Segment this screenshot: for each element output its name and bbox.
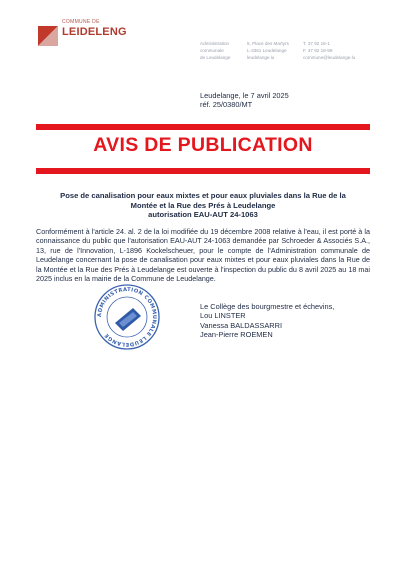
notice-body: Conformément à l'article 24. al. 2 de la loi modifiée du 19 décembre 2008 relative à l'eau, il est porté à la connaissance du public que l'autorisation EAU-AUT 24-1063 demandée par Schroeder & Associés S.A., 13, rue de l'Innovation, L-1896 Kockelscheuer, pour le compte de l'Administration communale de Leudelange concernant la pose de canalisation pour eaux mixtes et pour eaux pluviales dans la Rue de la Montée et la Rue des Prés à Leudelange est ouverte à l'inspection du public du 8 avril 2025 au 18 mai 2025 inclus en la mairie de la Commune de Leudelange. — [36, 227, 370, 284]
dateline — [200, 91, 289, 109]
logo-mark-icon — [38, 26, 58, 46]
signatory-name: Lou LINSTER — [200, 311, 246, 321]
logo-small-text: COMMUNE DE — [62, 19, 100, 25]
contact-column-address: 5, Place des Martyrs L-3361 Leudelange leudelange.lu — [247, 41, 289, 60]
title-bar-top — [36, 124, 370, 130]
commune-logo — [38, 18, 148, 46]
title-bar-bottom — [36, 168, 370, 174]
signatory-name: Vanessa BALDASSARRI — [200, 320, 283, 330]
signatories — [200, 302, 334, 339]
place-date: Leudelange, le 7 avril 2025 — [200, 91, 289, 100]
subject-line-2: Montée et la Rue des Prés à Leudelange — [130, 200, 276, 210]
notice-subject — [36, 191, 370, 220]
signatory-name: Jean-Pierre ROEMEN — [200, 329, 273, 339]
seal-text: ADMINISTRATION COMMUNALE LEUDELANGE — [96, 286, 158, 348]
official-seal-icon — [93, 283, 161, 351]
page-title: AVIS DE PUBLICATION — [93, 134, 313, 156]
college-heading: Le Collège des bourgmestre et échevins, — [200, 302, 335, 311]
subject-line-3: autorisation EAU-AUT 24-1063 — [148, 210, 258, 219]
reference-number: réf. 25/0380/MT — [200, 100, 253, 109]
contact-column-administration: Administration communale de Leudelange — [200, 41, 231, 60]
logo-name-text: LEIDELENG — [62, 26, 127, 38]
subject-line-1: Pose de canalisation pour eaux mixtes et pour eaux pluviales dans la Rue de la — [60, 191, 346, 200]
contact-column-phone: T. 37 92 18-1 F. 37 92 18-99 commune@leudelange.lu — [303, 41, 356, 60]
